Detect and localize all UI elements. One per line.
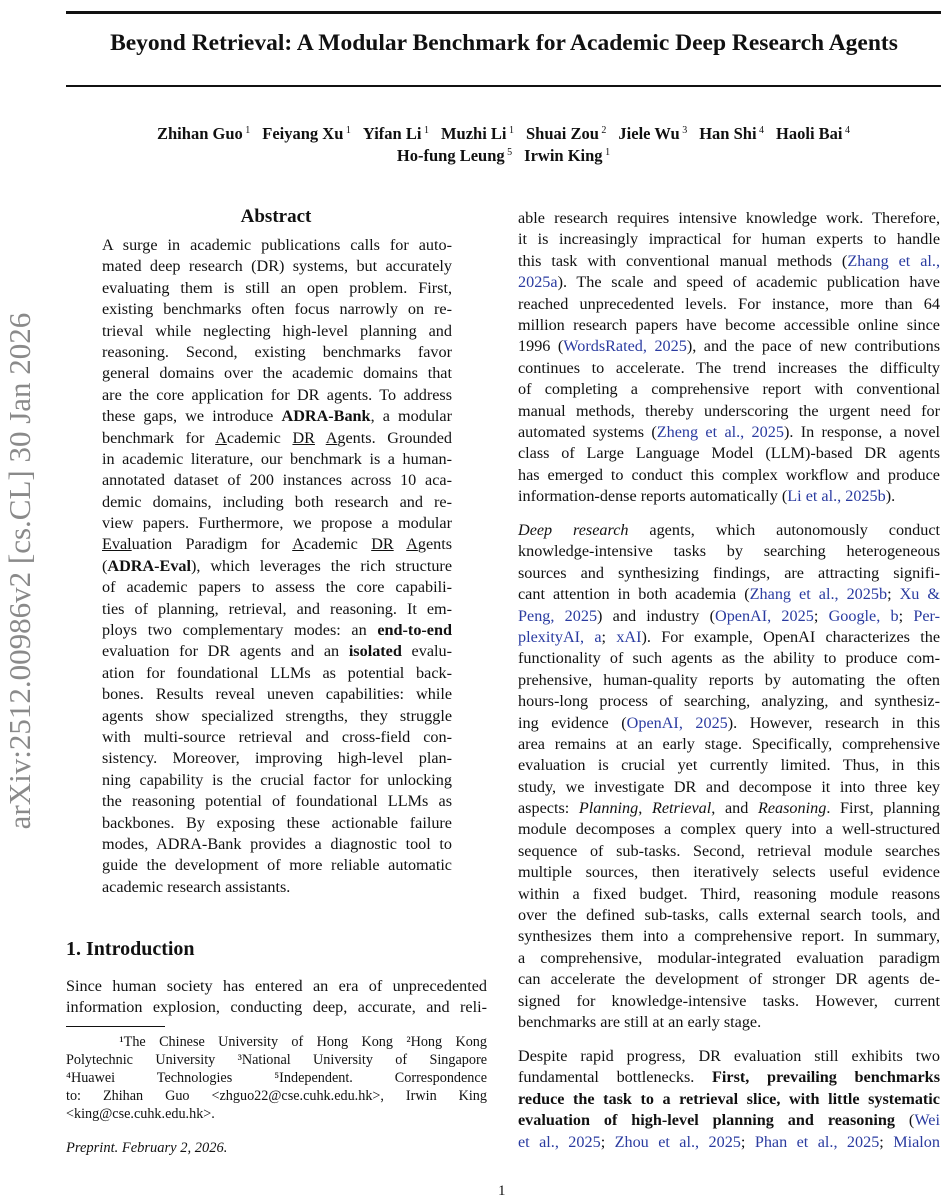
author: [157, 124, 250, 143]
text-line: the reasoning potential of foundational LLMs as: [102, 792, 452, 811]
bold-text: First, prevailing benchmarks: [712, 1068, 940, 1087]
author: [262, 124, 351, 143]
text-line: Peng, 2025) and industry (OpenAI, 2025; Google, b; Per-: [518, 606, 941, 625]
paper-title: Beyond Retrieval: A Modular Benchmark for Academic Deep Research Agents: [110, 30, 898, 56]
italic-text: Retrieval: [651, 799, 712, 818]
text-line: agents show specialized strengths, they struggle: [102, 706, 452, 725]
text-line: to: Zhihan Guo <zhguo22@cse.cuhk.edu.hk>, Irwin King: [66, 1088, 487, 1104]
author: [776, 124, 850, 143]
author-name: Yifan Li: [362, 124, 422, 143]
text-line: plexityAI, a; xAI). For example, OpenAI characterizes the: [518, 627, 941, 646]
text-line: modes, ADRA-Bank provides a diagnostic tool to: [102, 834, 452, 853]
text-line: fundamental bottlenecks. First, prevailing benchmarks: [518, 1068, 940, 1087]
text-line: guide the development of more reliable automatic: [102, 856, 452, 875]
text-line: <king@cse.cuhk.edu.hk>.: [66, 1106, 215, 1122]
author-name: Han Shi: [699, 124, 757, 143]
text-line: Since human society has entered an era of unprecedented: [66, 977, 487, 995]
citation-link[interactable]: Per-: [913, 606, 941, 625]
author-list: [66, 124, 941, 144]
text-line: academic research assistants.: [102, 877, 291, 896]
bold-text: reduce the task to a retrieval slice, with little systematic: [518, 1089, 940, 1108]
italic-text: Deep research: [518, 521, 629, 539]
abstract-body: [102, 235, 452, 898]
underlined-acronym-letter: DR: [292, 428, 315, 447]
citation-link[interactable]: Xu &: [899, 585, 941, 604]
text-line: functionality of such agents as the ability to produce com-: [518, 649, 940, 668]
text-line: prehensive, human-quality reports by automating the often: [518, 670, 940, 689]
author: [524, 146, 610, 165]
bold-text: ADRA-Bank: [281, 407, 371, 426]
text-line: within a fixed budget. Third, reasoning module reasons: [518, 884, 940, 903]
underlined-acronym-letter: DR: [371, 535, 394, 554]
text-line: module decomposes a complex query into a well-structured: [518, 820, 940, 839]
text-line: area remains at an early stage. Specifically, comprehensive: [518, 734, 940, 753]
text-line: information-dense reports automatically (Li et al., 2025b).: [518, 487, 896, 506]
text-line: information explosion, conducting deep, accurate, and reli-: [66, 998, 487, 1017]
bold-text: end-to-end: [377, 621, 452, 640]
text-line: hours-long process of searching, analyzing, and synthesiz-: [518, 692, 940, 711]
footnote-rule: [66, 1026, 165, 1027]
text-line: with multi-source retrieval and cross-field con-: [102, 727, 452, 746]
text-line: continues to accelerate. The trend increases the difficulty: [518, 358, 940, 377]
italic-text: Reasoning: [757, 799, 827, 818]
affiliation-mark: 2: [598, 125, 607, 136]
top-rule: [66, 11, 941, 14]
text-line: evaluation for DR agents and an isolated evalu-: [102, 642, 452, 661]
text-line: reasoning. Second, existing benchmarks favor: [102, 342, 452, 361]
text-line: A surge in academic publications calls for auto-: [102, 236, 452, 254]
citation-link[interactable]: Li et al., 2025b: [787, 487, 886, 506]
text-line: this task with conventional manual methods (Zhang et al.,: [518, 251, 940, 270]
text-line: of completing a comprehensive report with conventional: [518, 380, 940, 399]
author: [699, 124, 764, 143]
text-line: ⁴Huawei Technologies ⁵Independent. Correspondence: [66, 1070, 487, 1086]
text-line: Despite rapid progress, DR evaluation still exhibits two: [518, 1047, 940, 1065]
text-line: mated deep research (DR) systems, but accurately: [102, 257, 452, 276]
citation-link[interactable]: et al., 2025: [518, 1132, 601, 1151]
author-name: Feiyang Xu: [262, 124, 344, 143]
text-line: these gaps, we introduce ADRA-Bank, a modular: [102, 407, 452, 426]
citation-link[interactable]: OpenAI, 2025: [626, 713, 728, 732]
author-name: Ho-fung Leung: [396, 146, 505, 165]
abstract-heading: Abstract: [240, 206, 312, 227]
citation-link[interactable]: Zhang et al.,: [847, 251, 940, 270]
text-line: study, we investigate DR and decompose it into three key: [518, 777, 940, 796]
author-name: Haoli Bai: [776, 124, 843, 143]
author: [618, 124, 687, 143]
citation-link[interactable]: xAI: [616, 627, 642, 646]
introduction-heading: 1. Introduction: [66, 938, 195, 960]
text-line: evaluation of high-level planning and reasoning (Wei: [518, 1111, 940, 1130]
affiliations-footnote: [66, 1033, 487, 1123]
text-line: signed for knowledge-intensive tasks. However, current: [518, 991, 940, 1010]
underlined-acronym-letter: A: [292, 535, 304, 554]
text-line: knowledge-intensive tasks by searching heterogeneous: [518, 542, 940, 561]
citation-link[interactable]: plexityAI, a: [518, 627, 602, 646]
citation-link[interactable]: 2025a: [518, 273, 558, 292]
text-line: automated systems (Zheng et al., 2025). In response, a novel: [518, 422, 941, 441]
text-line: has emerged to conduct this complex workflow and produce: [518, 465, 940, 484]
introduction-text-left: [66, 976, 487, 1019]
text-line: evaluation is crucial yet currently limited. Thus, in this: [518, 756, 940, 775]
text-line: ning capability is the crucial factor for unlocking: [102, 770, 452, 789]
author-name: Zhihan Guo: [157, 124, 243, 143]
author: [526, 124, 606, 143]
text-line: benchmarks are still at an early stage.: [518, 1012, 762, 1031]
text-line: backbones. By exposing these actionable failure: [102, 813, 452, 832]
text-line: 1996 (WordsRated, 2025), and the pace of new contributions: [518, 337, 940, 356]
text-line: ¹The Chinese University of Hong Kong ²Hong Kong: [66, 1034, 487, 1050]
text-line: million research papers have become accessible online since: [518, 315, 940, 334]
text-line: Polytechnic University ³National University of Singapore: [66, 1052, 487, 1068]
text-line: [518, 1089, 940, 1110]
introduction-paragraph: [518, 1046, 940, 1153]
text-line: general domains over the academic domains that: [102, 364, 452, 383]
text-line: ing evidence (OpenAI, 2025). However, research in this: [518, 713, 940, 732]
text-line: annotated dataset of 200 instances across 10 aca-: [102, 471, 452, 490]
underlined-acronym-letter: A: [406, 535, 418, 554]
citation-link[interactable]: OpenAI, 2025: [715, 606, 814, 625]
text-line: sistency. Moreover, improving high-level plan-: [102, 749, 452, 768]
affiliation-mark: 3: [679, 125, 688, 136]
introduction-paragraph: [518, 520, 940, 1033]
citation-link[interactable]: Zhang et al., 2025b: [749, 585, 888, 604]
text-line: cant attention in both academia (Zhang et al., 2025b; Xu &: [518, 585, 941, 604]
affiliation-mark: 1: [506, 125, 514, 136]
underlined-acronym-letter: A: [325, 428, 338, 447]
affiliation-mark: 4: [756, 125, 765, 136]
text-line: synthesizes them into a comprehensive report. In summary,: [518, 927, 940, 946]
author: [363, 124, 429, 143]
text-line: benchmark for Academic DR Agents. Grounded: [102, 428, 452, 447]
affiliation-mark: 1: [343, 125, 351, 136]
author-name: Shuai Zou: [526, 124, 599, 143]
text-line: it is increasingly impractical for human experts to handle: [518, 230, 940, 249]
affiliation-mark: 5: [504, 147, 513, 158]
text-line: reached unprecedented levels. For instance, more than 64: [518, 294, 940, 313]
text-line: Evaluation Paradigm for Academic DR Agents: [102, 535, 453, 554]
italic-text: Planning: [578, 799, 639, 818]
citation-link[interactable]: Phan et al., 2025: [754, 1132, 880, 1151]
author-list-continued: [66, 146, 941, 166]
text-line: aspects: Planning, Retrieval, and Reasoning. First, planning: [518, 799, 941, 818]
text-line: manual methods, thereby underscoring the urgent need for: [518, 401, 940, 420]
preprint-date: Preprint. February 2, 2026.: [66, 1140, 228, 1156]
text-line: et al., 2025; Zhou et al., 2025; Phan et al., 2025; Mialon: [518, 1132, 940, 1151]
bold-text: ADRA-Eval: [107, 556, 192, 575]
citation-link[interactable]: Zheng et al., 2025: [656, 422, 784, 441]
text-line: ation for foundational LLMs as potential back-: [102, 663, 452, 682]
author-name: Irwin King: [524, 146, 603, 165]
affiliation-mark: 1: [602, 147, 611, 158]
text-line: (ADRA-Eval), which leverages the rich structure: [102, 556, 452, 575]
text-line: demic domains, including both research and re-: [102, 492, 452, 511]
citation-link[interactable]: Zhou et al., 2025: [614, 1132, 741, 1151]
text-line: can accelerate the development of stronger DR agents de-: [518, 970, 940, 989]
bold-text: evaluation of high-level planning and reasoning: [518, 1111, 895, 1130]
text-line: over the defined sub-tasks, calls external search tools, and: [518, 906, 940, 925]
citation-link[interactable]: WordsRated, 2025: [563, 337, 687, 356]
page-number: 1: [498, 1183, 506, 1199]
text-line: sequence of sub-tasks. Second, retrieval module searches: [518, 841, 940, 860]
text-line: sources and synthesizing findings, are attracting signifi-: [518, 563, 940, 582]
text-line: of academic papers to assess the core capabili-: [102, 578, 452, 597]
author: [441, 124, 514, 143]
text-line: existing benchmarks often focus narrowly on re-: [102, 300, 452, 319]
author-name: Jiele Wu: [618, 124, 680, 143]
citation-link[interactable]: Peng, 2025: [518, 606, 598, 625]
text-line: view papers. Furthermore, we propose a modular: [102, 514, 452, 533]
introduction-paragraph: [518, 208, 940, 507]
title-rule: [66, 85, 941, 87]
author-name: Muzhi Li: [440, 124, 507, 143]
text-line: a comprehensive, modular-integrated evaluation paradigm: [518, 948, 940, 967]
arxiv-identifier[interactable]: arXiv:2512.00986v2 [cs.CL] 30 Jan 2026: [2, 312, 37, 830]
underlined-acronym-letter: Eval: [102, 535, 132, 554]
affiliation-mark: 4: [842, 125, 850, 136]
text-line: ties of planning, retrieval, and reasoning. It em-: [102, 599, 452, 618]
text-line: ploys two complementary modes: an end-to-end: [102, 621, 452, 640]
text-line: multiple sources, then iteratively selects useful evidence: [518, 863, 940, 882]
text-line: class of Large Language Model (LLM)-based DR agents: [518, 444, 940, 463]
text-line: bones. Results reveal uneven capabilities: while: [102, 685, 452, 704]
affiliation-mark: 1: [242, 125, 251, 136]
text-line: Deep research agents, which autonomously conduct: [518, 521, 941, 539]
bold-text: isolated: [348, 642, 402, 661]
text-line: are the core application for DR agents. To address: [102, 385, 452, 404]
author: [397, 146, 512, 165]
citation-link[interactable]: Wei: [914, 1111, 940, 1130]
text-line: trieval while neglecting high-level planning and: [102, 321, 452, 340]
text-line: able research requires intensive knowledge work. Therefore,: [518, 209, 940, 227]
citation-link[interactable]: Google, b: [828, 606, 899, 625]
text-line: 2025a). The scale and speed of academic publication have: [518, 273, 940, 292]
citation-link[interactable]: Mialon: [893, 1132, 940, 1151]
text-line: evaluating them is still an open problem. First,: [102, 278, 452, 297]
underlined-acronym-letter: A: [215, 428, 227, 447]
affiliation-mark: 1: [421, 125, 429, 136]
text-line: in academic literature, our benchmark is a human-: [102, 449, 452, 468]
